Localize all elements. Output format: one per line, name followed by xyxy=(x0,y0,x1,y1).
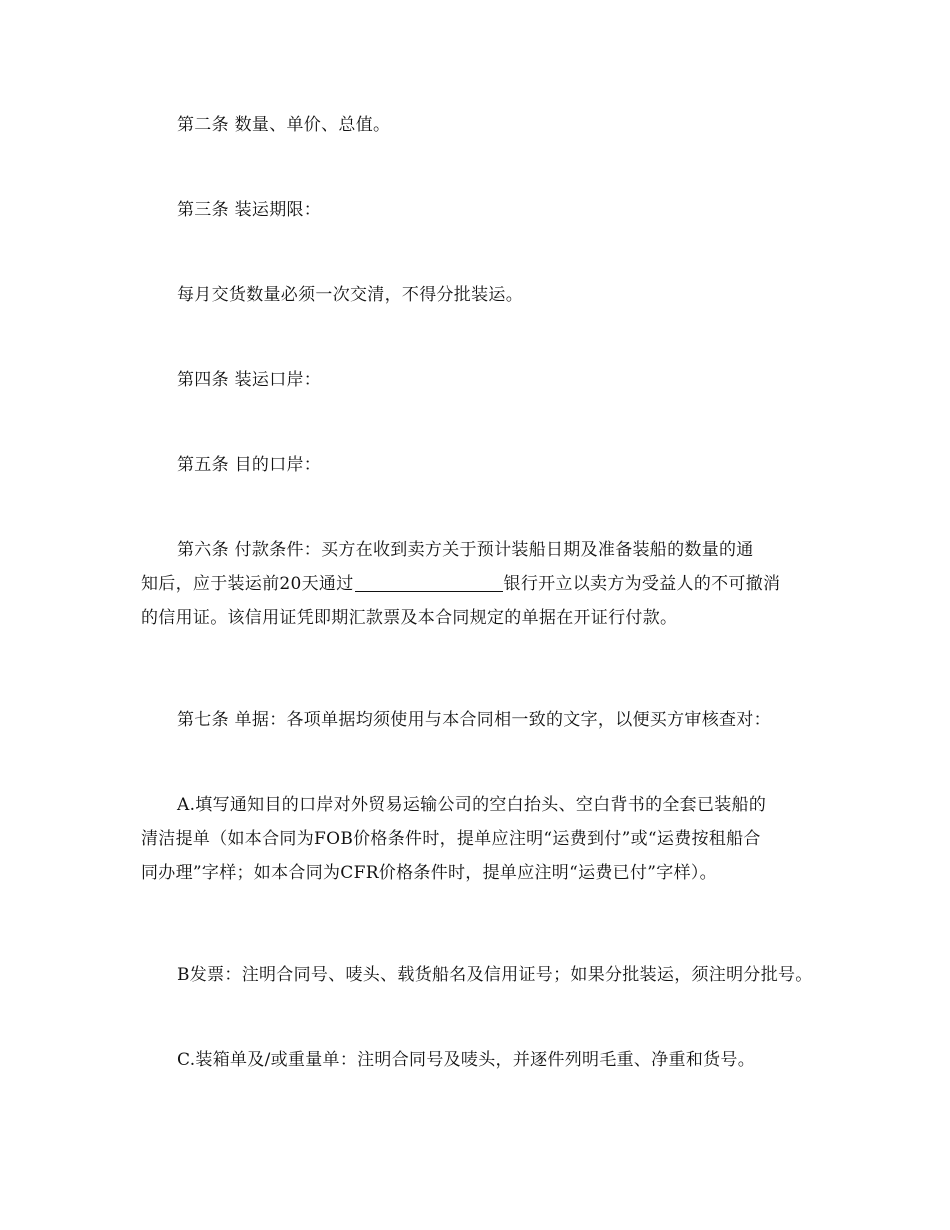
article-6-line-2-after: 银行开立以卖方为受益人的不可撤消 xyxy=(503,574,781,594)
article-6-line-3: 的信用证。该信用证凭即期汇款票及本合同规定的单据在开证行付款。 xyxy=(141,608,678,628)
article-7-text: 第七条 单据：各项单据均须使用与本合同相一致的文字，以便买方审核查对： xyxy=(177,710,771,730)
item-c xyxy=(141,1043,809,1077)
article-2 xyxy=(141,108,809,142)
article-2-text: 第二条 数量、单价、总值。 xyxy=(177,115,391,135)
article-7 xyxy=(141,703,809,737)
article-3-note xyxy=(141,278,809,312)
article-6-line-2 xyxy=(141,567,809,601)
item-c-text: C.装箱单及/或重量单：注明合同号及唛头，并逐件列明毛重、净重和货号。 xyxy=(177,1050,756,1070)
item-a-line-3: 同办理”字样；如本合同为CFR价格条件时，提单应注明“运费已付”字样）。 xyxy=(141,863,717,883)
item-b-text: B发票：注明合同号、唛头、载货船名及信用证号；如果分批装运，须注明分批号。 xyxy=(177,965,813,985)
item-a-line-1: A.填写通知目的口岸对外贸易运输公司的空白抬头、空白背书的全套已装船的 xyxy=(177,795,767,815)
item-a-line-2: 清洁提单（如本合同为FOB价格条件时，提单应注明“运费到付”或“运费按租船合 xyxy=(141,829,761,849)
article-3 xyxy=(141,193,809,227)
article-4 xyxy=(141,363,809,397)
article-5-text: 第五条 目的口岸： xyxy=(177,455,322,475)
article-5 xyxy=(141,448,809,482)
article-6-line-1: 第六条 付款条件：买方在收到卖方关于预计装船日期及准备装船的数量的通 xyxy=(177,540,754,560)
item-b xyxy=(141,958,813,992)
item-a xyxy=(141,788,809,890)
bank-name-blank xyxy=(355,573,503,592)
article-6 xyxy=(141,533,809,635)
article-4-text: 第四条 装运口岸： xyxy=(177,370,322,390)
article-6-line-2-before: 知后，应于装运前20天通过 xyxy=(141,574,354,594)
article-3-text: 第三条 装运期限： xyxy=(177,200,322,220)
article-3-note-text: 每月交货数量必须一次交清，不得分批装运。 xyxy=(177,285,523,305)
